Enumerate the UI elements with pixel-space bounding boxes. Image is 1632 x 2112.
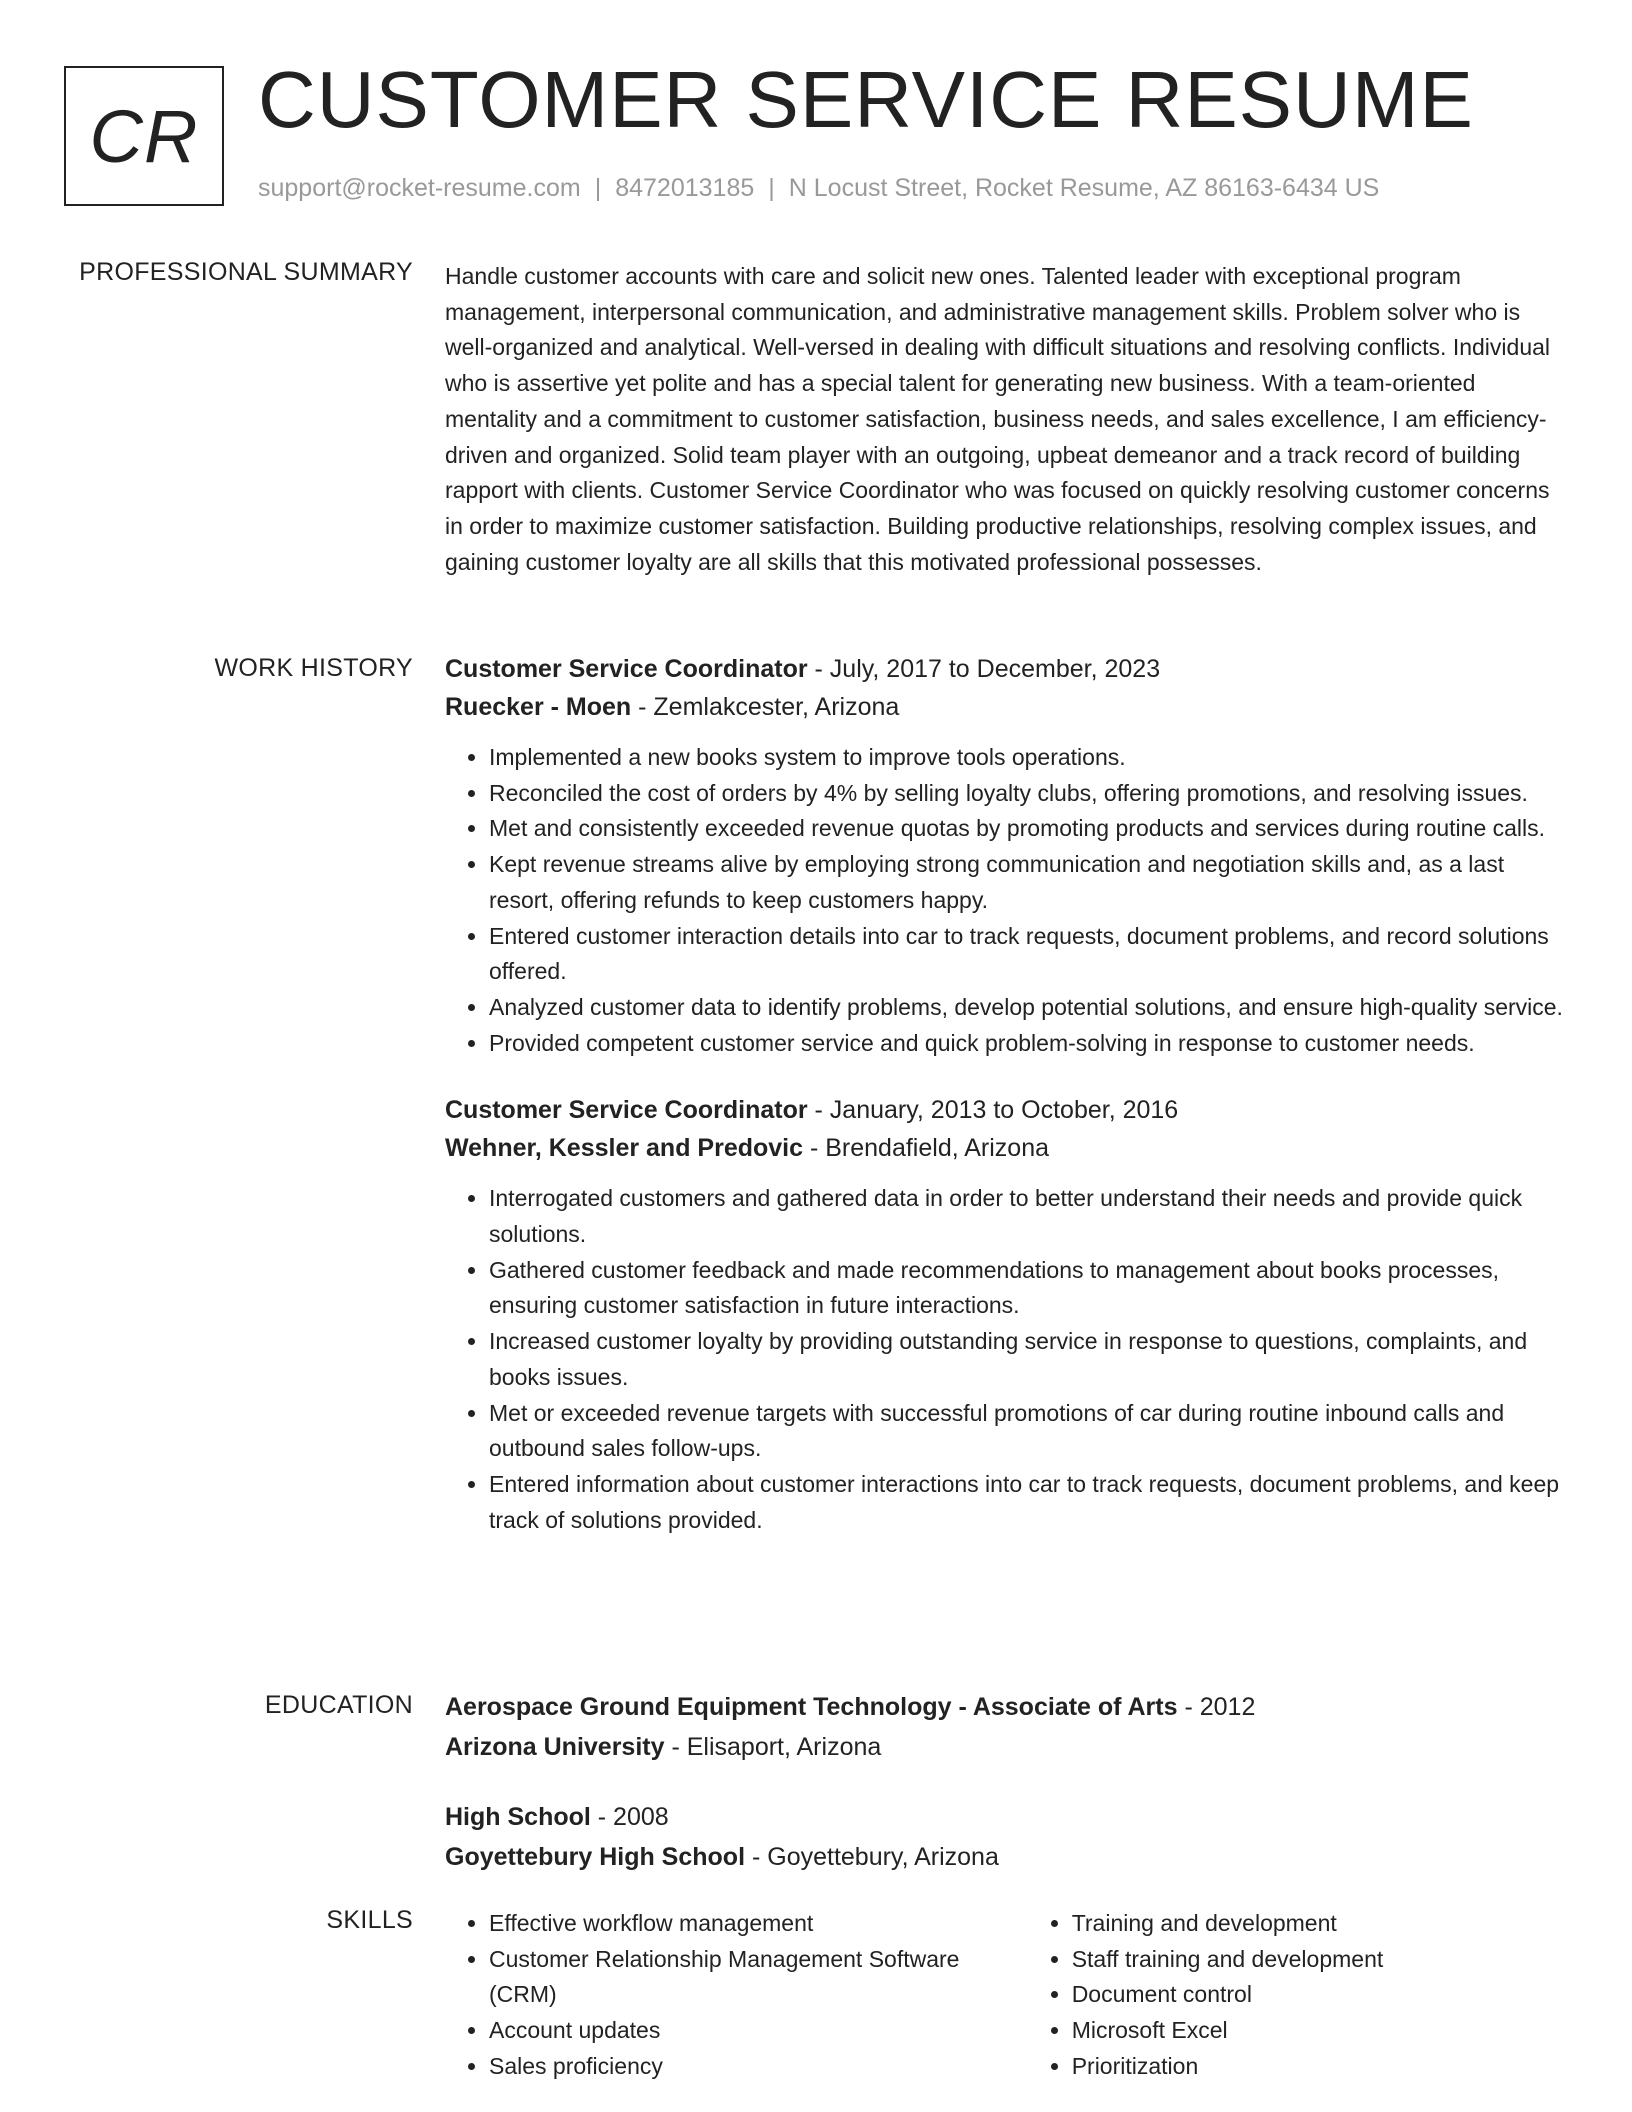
job-dates: - January, 2013 to October, 2016 bbox=[807, 1096, 1179, 1125]
education-school-line bbox=[445, 1727, 1565, 1767]
job-company-line bbox=[445, 688, 1565, 726]
job-entry bbox=[445, 1091, 1565, 1538]
contact-separator: | bbox=[768, 174, 775, 202]
job-bullet: • Interrogated customers and gathered data in order to better understand their needs and provide quick solutions. bbox=[489, 1181, 1565, 1252]
education-location: - Goyettebury, Arizona bbox=[745, 1843, 999, 1871]
monogram-initials: CR bbox=[89, 94, 199, 178]
skill-item: • Microsoft Excel bbox=[1072, 2013, 1565, 2049]
contact-address: N Locust Street, Rocket Resume, AZ 86163-6434 US bbox=[788, 174, 1380, 202]
contact-line bbox=[258, 174, 1379, 203]
skill-item: • Training and development bbox=[1072, 1906, 1565, 1942]
education-degree: High School bbox=[445, 1803, 591, 1831]
education-degree: Aerospace Ground Equipment Technology - Associate of Arts bbox=[445, 1693, 1178, 1721]
job-bullet: • Met or exceeded revenue targets with successful promotions of car during routine inbound calls and outbound sales follow-ups. bbox=[489, 1396, 1565, 1467]
monogram-box bbox=[64, 66, 224, 206]
job-bullet: • Kept revenue streams alive by employing strong communication and negotiation skills and, as a last resort, offering refunds to keep customers happy. bbox=[489, 847, 1565, 918]
job-location: - Zemlakcester, Arizona bbox=[631, 693, 900, 721]
section-heading-skills: SKILLS bbox=[326, 1906, 413, 1934]
skills-list-left bbox=[445, 1906, 1028, 2085]
summary-text: Handle customer accounts with care and solicit new ones. Talented leader with exceptional program management, interpersonal communication, and administrative management skills. Problem solver who is well-organized and analytical. Well-versed in dealing with difficult situations and resolving conflicts. Individual who is assertive yet polite and has a special talent for generating new business. With a team-oriented mentality and a commitment to customer satisfaction, business needs, and sales excellence, I am efficiency-driven and organized. Solid team player with an outgoing, upbeat demeanor and a track record of building rapport with clients. Customer Service Coordinator who was focused on quickly resolving customer concerns in order to maximize customer satisfaction. Building productive relationships, resolving complex issues, and gaining customer loyalty are all skills that this motivated professional possesses. bbox=[445, 263, 1551, 575]
education-year: - 2008 bbox=[590, 1803, 669, 1831]
job-bullet: • Increased customer loyalty by providing outstanding service in response to questions, complaints, and books issues. bbox=[489, 1324, 1565, 1395]
job-bullet: • Entered information about customer interactions into car to track requests, document problems, and keep track of solutions provided. bbox=[489, 1467, 1565, 1538]
contact-separator: | bbox=[594, 174, 602, 202]
education-school: Arizona University bbox=[445, 1733, 665, 1761]
job-bullet: • Gathered customer feedback and made recommendations to management about books processes, ensuring customer satisfaction in future interactions. bbox=[489, 1253, 1565, 1324]
education-entry bbox=[445, 1797, 1565, 1877]
work-history-body bbox=[445, 650, 1565, 1538]
skills-list-right bbox=[1028, 1906, 1565, 2085]
contact-email[interactable]: support@rocket-resume.com bbox=[258, 174, 581, 202]
job-bullet: • Analyzed customer data to identify problems, develop potential solutions, and ensure high-quality service. bbox=[489, 990, 1565, 1026]
section-heading-education: EDUCATION bbox=[264, 1691, 413, 1719]
job-dates: - July, 2017 to December, 2023 bbox=[807, 655, 1161, 683]
education-entry bbox=[445, 1687, 1565, 1767]
skill-item: • Customer Relationship Management Software (CRM) bbox=[489, 1942, 1028, 2013]
job-title-line bbox=[445, 650, 1565, 688]
job-bullet: • Implemented a new books system to improve tools operations. bbox=[489, 740, 1565, 776]
education-body bbox=[445, 1687, 1565, 1877]
education-degree-line bbox=[445, 1687, 1565, 1727]
skill-item: • Prioritization bbox=[1072, 2049, 1565, 2085]
skills-body bbox=[445, 1906, 1565, 2085]
summary-body bbox=[445, 259, 1565, 580]
job-bullet-list bbox=[445, 740, 1565, 1061]
education-school: Goyettebury High School bbox=[445, 1843, 746, 1871]
job-entry bbox=[445, 650, 1565, 1061]
education-degree-line bbox=[445, 1797, 1565, 1837]
job-company-line bbox=[445, 1129, 1565, 1167]
resume-title: CUSTOMER SERVICE RESUME bbox=[258, 55, 1474, 144]
job-title-line bbox=[445, 1091, 1565, 1129]
job-bullet: • Entered customer interaction details into car to track requests, document problems, and record solutions offered. bbox=[489, 919, 1565, 990]
skill-item: • Account updates bbox=[489, 2013, 1028, 2049]
job-bullet: • Met and consistently exceeded revenue quotas by promoting products and services during routine calls. bbox=[489, 811, 1565, 847]
education-school-line bbox=[445, 1837, 1565, 1877]
job-bullet: • Reconciled the cost of orders by 4% by selling loyalty clubs, offering promotions, and resolving issues. bbox=[489, 776, 1565, 812]
skill-item: • Effective workflow management bbox=[489, 1906, 1028, 1942]
job-bullet: • Provided competent customer service and quick problem-solving in response to customer needs. bbox=[489, 1026, 1565, 1062]
education-year: - 2012 bbox=[1177, 1693, 1256, 1721]
job-company: Wehner, Kessler and Predovic bbox=[445, 1134, 804, 1163]
skills-columns bbox=[445, 1906, 1565, 2085]
job-bullet-list bbox=[445, 1181, 1565, 1538]
job-title: Customer Service Coordinator bbox=[445, 1096, 808, 1125]
job-title: Customer Service Coordinator bbox=[445, 655, 808, 683]
job-company: Ruecker - Moen bbox=[445, 693, 632, 721]
education-location: - Elisaport, Arizona bbox=[664, 1733, 882, 1761]
skill-item: • Staff training and development bbox=[1072, 1942, 1565, 1978]
section-heading-summary: PROFESSIONAL SUMMARY bbox=[79, 258, 413, 286]
section-heading-work-history: WORK HISTORY bbox=[214, 654, 413, 682]
contact-phone[interactable]: 8472013185 bbox=[615, 174, 755, 202]
skill-item: • Document control bbox=[1072, 1977, 1565, 2013]
skill-item: • Sales proficiency bbox=[489, 2049, 1028, 2085]
job-location: - Brendafield, Arizona bbox=[803, 1134, 1050, 1163]
